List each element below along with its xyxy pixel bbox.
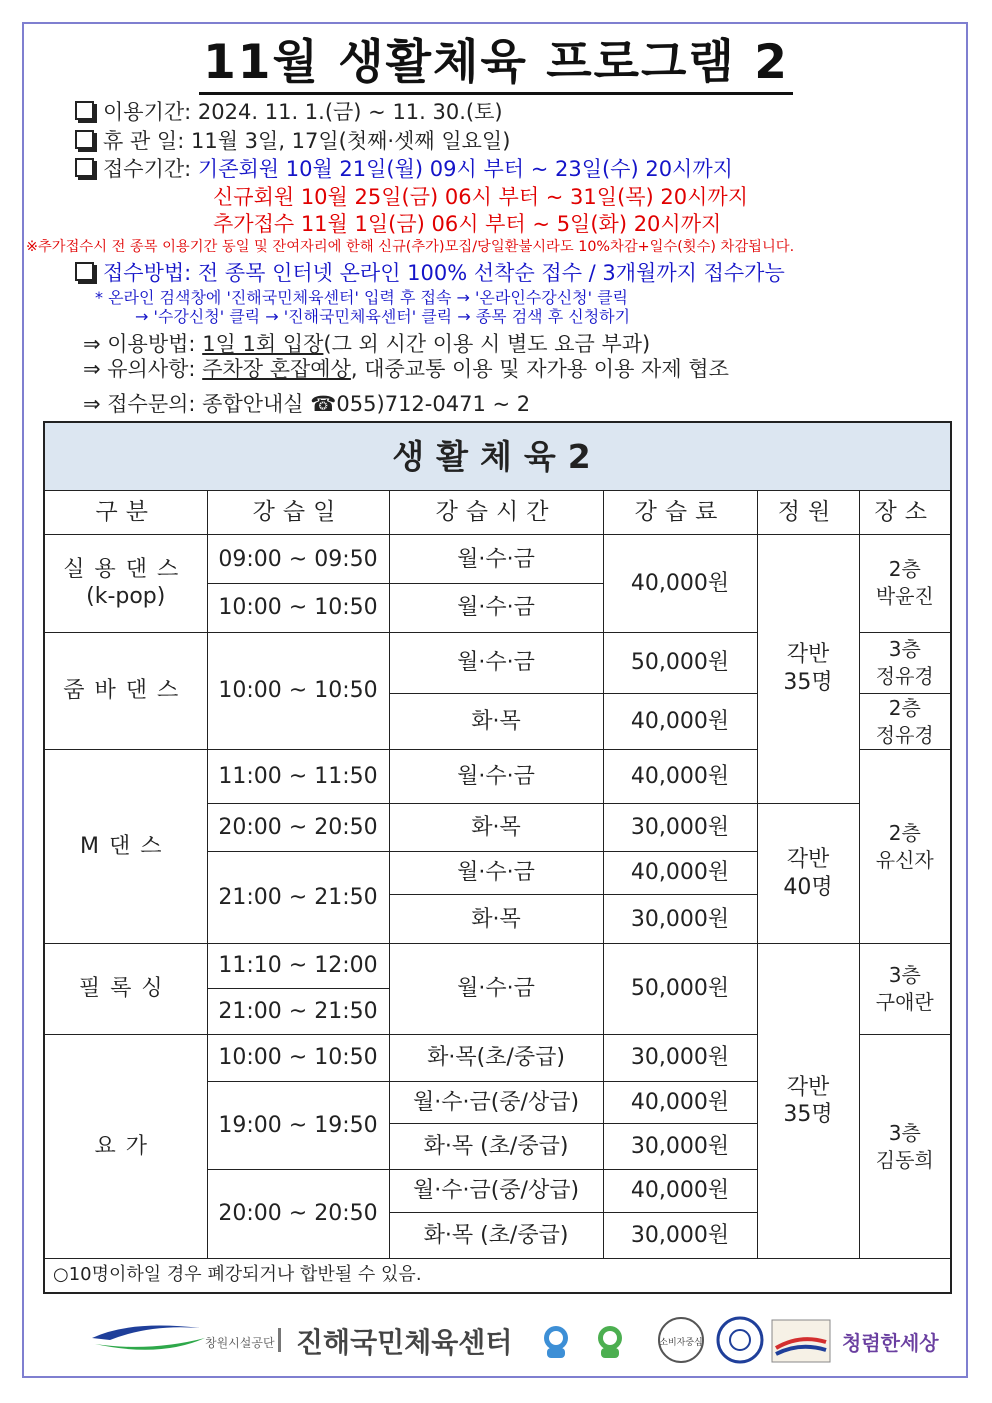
days-cell: 월·수·금 (389, 584, 603, 632)
place-cell: 3층 구애란 (859, 944, 951, 1035)
category-piloxing: 필록싱 (44, 944, 207, 1035)
time-cell: 11:10 ~ 12:00 (207, 944, 389, 988)
category-zumba: 줌바댄스 (44, 632, 207, 750)
days-cell: 화·목 (389, 694, 603, 750)
time-cell: 11:00 ~ 11:50 (207, 750, 389, 803)
capacity-cell: 각반 40명 (757, 803, 859, 944)
place-cell: 3층 정유경 (859, 632, 951, 693)
checkbox-icon (75, 101, 94, 120)
days-cell: 화·목 (초/중급) (389, 1124, 603, 1169)
fee-cell: 30,000원 (603, 1124, 757, 1169)
category-yoga: 요가 (44, 1034, 207, 1258)
info-reg-extra: 추가접수 11월 1일(금) 06시 부터 ~ 5일(화) 20시까지 (213, 212, 722, 236)
capacity-cell: 각반 35명 (757, 944, 859, 1259)
schedule-table (43, 421, 952, 1294)
time-cell: 21:00 ~ 21:50 (207, 988, 389, 1034)
time-cell: 21:00 ~ 21:50 (207, 851, 389, 944)
days-cell: 화·목 (389, 803, 603, 851)
header-time: 강습일 (207, 490, 389, 534)
info-registration: 접수기간: 기존회원 10월 21일(월) 09시 부터 ~ 23일(수) 20시까지 (75, 153, 733, 183)
checkbox-icon (75, 262, 94, 281)
slogan: 청렴한세상 (842, 1331, 939, 1355)
time-cell: 10:00 ~ 10:50 (207, 1034, 389, 1081)
category-m-dance: M댄스 (44, 750, 207, 944)
award-flag-icon (772, 1320, 830, 1362)
days-cell: 월·수·금 (389, 944, 603, 1035)
changwon-swoosh-logo (92, 1326, 205, 1350)
place-cell: 3층 김동희 (859, 1034, 951, 1258)
table-footnote: ○10명이하일 경우 폐강되거나 합반될 수 있음. (44, 1259, 951, 1293)
category-kpop-dance: 실용댄스 (k-pop) (44, 535, 207, 633)
org-name: 창원시설공단 (205, 1336, 275, 1350)
fee-cell: 50,000원 (603, 944, 757, 1035)
days-cell: 월·수·금 (389, 535, 603, 584)
place-cell: 2층 정유경 (859, 694, 951, 750)
info-method-note2: → '수강신청' 클릭 → '진해국민체육센터' 클릭 → 종목 검색 후 신청하기 (135, 307, 631, 326)
fee-cell: 40,000원 (603, 1082, 757, 1124)
header-category: 구분 (44, 490, 207, 534)
info-usage: ⇒ 이용방법: 1일 1회 입장(그 외 시간 이용 시 별도 요금 부과) (83, 332, 651, 356)
header-place: 장소 (859, 490, 951, 534)
checkbox-icon (75, 158, 94, 177)
info-caution: ⇒ 유의사항: 주차장 혼잡예상, 대중교통 이용 및 자가용 이용 자제 협조 (83, 357, 729, 381)
fee-cell: 40,000원 (603, 694, 757, 750)
footer-logo-strip (0, 1314, 992, 1364)
days-cell: 월·수·금 (389, 851, 603, 894)
time-cell: 20:00 ~ 20:50 (207, 1169, 389, 1258)
info-method: 접수방법: 전 종목 인터넷 온라인 100% 선착순 접수 / 3개월까지 접수가능 (75, 257, 785, 287)
consumer-badge-icon (659, 1318, 703, 1362)
fee-cell: 40,000원 (603, 1169, 757, 1212)
header-fee: 강습료 (603, 490, 757, 534)
info-period: 이용기간: 2024. 11. 1.(금) ~ 11. 30.(토) (75, 96, 503, 126)
footer-logos (0, 1314, 992, 1364)
fee-cell: 40,000원 (603, 750, 757, 803)
days-cell: 화·목 (389, 895, 603, 944)
mascot-icon (598, 1326, 622, 1358)
time-cell: 20:00 ~ 20:50 (207, 803, 389, 851)
days-cell: 화·목 (초/중급) (389, 1212, 603, 1258)
fee-cell: 30,000원 (603, 803, 757, 851)
center-name: 진해국민체육센터 (296, 1326, 513, 1359)
certification-seal-icon (718, 1318, 762, 1362)
time-cell: 19:00 ~ 19:50 (207, 1082, 389, 1169)
table-title: 생활체육2 (44, 422, 951, 490)
header-days: 강습시간 (389, 490, 603, 534)
header-capacity: 정원 (757, 490, 859, 534)
info-reg-note: ※추가접수시 전 종목 이용기간 동일 및 잔여자리에 한해 신규(추가)모집/당일환불시라도 10%차감+일수(횟수) 차감됩니다. (26, 239, 795, 255)
info-reg-new: 신규회원 10월 25일(금) 06시 부터 ~ 31일(목) 20시까지 (213, 185, 748, 209)
time-cell: 09:00 ~ 09:50 (207, 535, 389, 584)
fee-cell: 30,000원 (603, 1212, 757, 1258)
days-cell: 월·수·금 (389, 750, 603, 803)
time-cell: 10:00 ~ 10:50 (207, 584, 389, 632)
page-title: 11월 생활체육 프로그램 2 (0, 34, 992, 95)
fee-cell: 30,000원 (603, 895, 757, 944)
days-cell: 월·수·금(중/상급) (389, 1169, 603, 1212)
days-cell: 월·수·금 (389, 632, 603, 693)
place-cell: 2층 유신자 (859, 750, 951, 944)
capacity-cell: 각반 35명 (757, 535, 859, 804)
checkbox-icon (75, 130, 94, 149)
time-cell: 10:00 ~ 10:50 (207, 632, 389, 750)
divider (278, 1328, 281, 1352)
svg-text:소비자중심: 소비자중심 (659, 1338, 703, 1348)
fee-cell: 40,000원 (603, 535, 757, 633)
days-cell: 화·목(초/중급) (389, 1034, 603, 1081)
days-cell: 월·수·금(중/상급) (389, 1082, 603, 1124)
place-cell: 2층 박윤진 (859, 535, 951, 633)
fee-cell: 40,000원 (603, 851, 757, 894)
info-closed: 휴 관 일: 11월 3일, 17일(첫째·셋째 일요일) (75, 125, 510, 155)
mascot-icon (544, 1326, 568, 1358)
info-method-note1: * 온라인 검색창에 '진해국민체육센터' 입력 후 접속 → '온라인수강신청' 클릭 (95, 288, 628, 307)
fee-cell: 30,000원 (603, 1034, 757, 1081)
info-contact: ⇒ 접수문의: 종합안내실 ☎055)712-0471 ~ 2 (83, 392, 531, 416)
fee-cell: 50,000원 (603, 632, 757, 693)
